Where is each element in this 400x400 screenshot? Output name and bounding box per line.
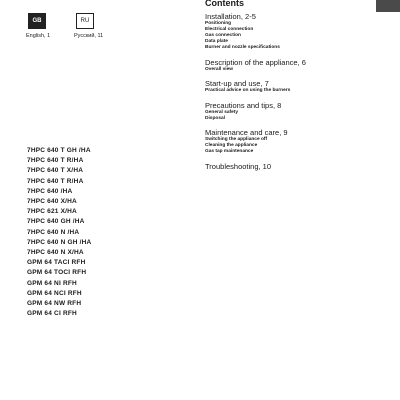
model-item: 7HPC 640 T X/HA: [27, 167, 84, 175]
toc-title: Precautions and tips, 8: [205, 100, 282, 110]
model-item: GPM 64 NW RFH: [27, 300, 82, 308]
model-item: 7HPC 640 T GH /HA: [27, 147, 91, 154]
toc-subitem: Disposal: [205, 115, 225, 121]
toc-subitem: Positioning: [205, 21, 232, 26]
toc-subitem: Cleaning the appliance: [205, 143, 258, 148]
toc-title: Installation, 2-5: [205, 12, 256, 21]
toc-title: Maintenance and care, 9: [205, 128, 288, 137]
model-item: 7HPC 640 N /HA: [27, 228, 80, 236]
toc-title: Start-up and use, 7: [205, 79, 269, 88]
model-item: GPM 64 NI RFH: [27, 279, 77, 287]
toc-section-installation: [205, 12, 375, 51]
table-of-contents: [205, 12, 375, 177]
toc-subitem: General safety: [205, 109, 239, 115]
language-label-russian: Русский, 11: [74, 33, 104, 39]
toc-subitem: Electrical connection: [205, 27, 254, 32]
model-item: GPM 64 TACI RFH: [27, 259, 86, 267]
model-item: 7HPC 640 T R/HA: [27, 157, 84, 165]
model-item: GPM 64 TOCI RFH: [27, 269, 87, 277]
toc-subitem: Overall view: [205, 66, 233, 72]
model-item: 7HPC 640 X/HA: [27, 198, 77, 206]
model-item: 7HPC 640 GH /HA: [27, 218, 85, 226]
language-label-english: English, 1: [26, 33, 51, 39]
model-item: 7HPC 640 T R/HA: [27, 177, 84, 185]
contents-heading: Contents: [205, 0, 244, 8]
toc-subitem: Data plate: [205, 39, 228, 44]
toc-title: Troubleshooting, 10: [205, 161, 272, 171]
toc-subitem: Gas connection: [205, 33, 241, 38]
language-badge-ru: RU: [76, 13, 94, 29]
language-badge-gb: GB: [28, 13, 46, 29]
toc-subitem: Burner and nozzle specifications: [205, 45, 280, 50]
toc-subitem: Gas tap maintenance: [205, 149, 254, 154]
model-item: GPM 64 CI RFH: [27, 310, 77, 318]
toc-subitem: Switching the appliance off: [205, 137, 268, 142]
toc-section-troubleshooting: [205, 162, 375, 171]
toc-section-description: [205, 58, 375, 73]
page-corner-tab: [376, 0, 400, 12]
toc-subitem: Practical advice on using the burners: [205, 88, 291, 93]
model-item: 7HPC 640 /HA: [27, 187, 73, 195]
toc-section-startup: [205, 79, 375, 94]
model-item: 7HPC 640 N X/HA: [27, 249, 84, 257]
model-item: 7HPC 621 X/HA: [27, 208, 77, 216]
toc-title: Description of the appliance, 6: [205, 57, 306, 67]
toc-section-maintenance: [205, 128, 375, 155]
model-item: GPM 64 NCI RFH: [27, 289, 82, 297]
toc-section-precautions: [205, 101, 375, 122]
model-list: [27, 146, 91, 319]
model-item: 7HPC 640 N GH /HA: [27, 238, 92, 246]
